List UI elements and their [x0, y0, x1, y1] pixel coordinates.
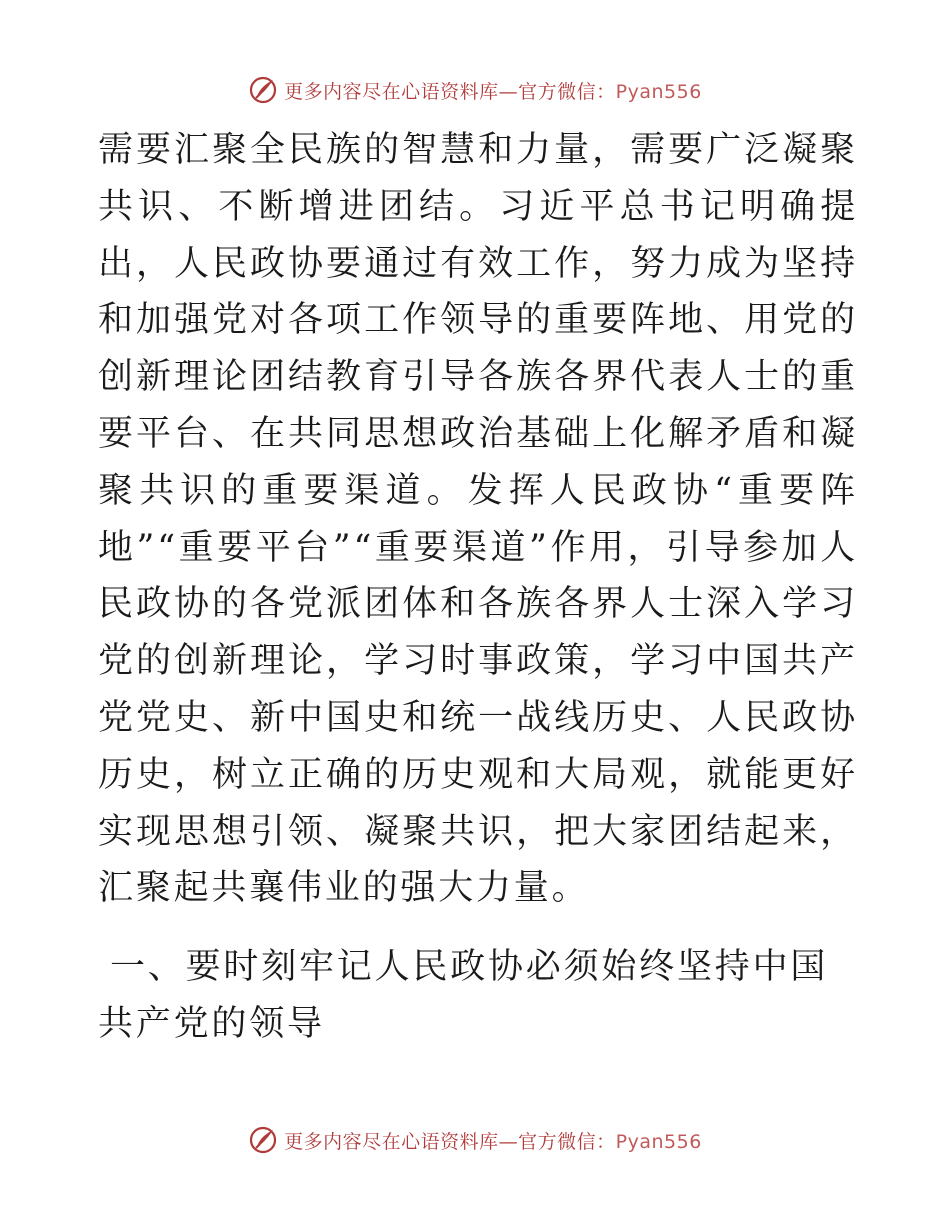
- quill-logo-icon: [248, 1125, 278, 1155]
- footer-watermark: [0, 1120, 950, 1160]
- watermark-wechat-id: Pyan556: [615, 80, 702, 103]
- watermark-text: [284, 1127, 702, 1154]
- watermark-label: 更多内容尽在心语资料库—官方微信：: [284, 80, 616, 103]
- body-paragraph: 需要汇聚全民族的智慧和力量，需要广泛凝聚共识、不断增进团结。习近平总书记明确提出，人民政协要通过有效工作，努力成为坚持和加强党对各项工作领导的重要阵地、用党的创新理论团结教育引导各族各界代表人士的重要平台、在共同思想政治基础上化解矛盾和凝聚共识的重要渠道。发挥人民政协“重要阵地”“重要平台”“重要渠道”作用，引导参加人民政协的各党派团体和各族各界人士深入学习党的创新理论，学习时事政策，学习中国共产党党史、新中国史和统一战线历史、人民政协历史，树立正确的历史观和大局观，就能更好实现思想引领、凝聚共识，把大家团结起来，汇聚起共襄伟业的强大力量。: [98, 130, 858, 909]
- header-watermark: [0, 70, 950, 110]
- watermark-label: 更多内容尽在心语资料库—官方微信：: [284, 1130, 616, 1153]
- quill-logo-icon: [248, 75, 278, 105]
- section-heading: 一、要时刻牢记人民政协必须始终坚持中国共产党的领导: [98, 947, 829, 1044]
- document-body: [98, 122, 858, 1053]
- watermark-text: [284, 77, 702, 104]
- watermark-wechat-id: Pyan556: [615, 1130, 702, 1153]
